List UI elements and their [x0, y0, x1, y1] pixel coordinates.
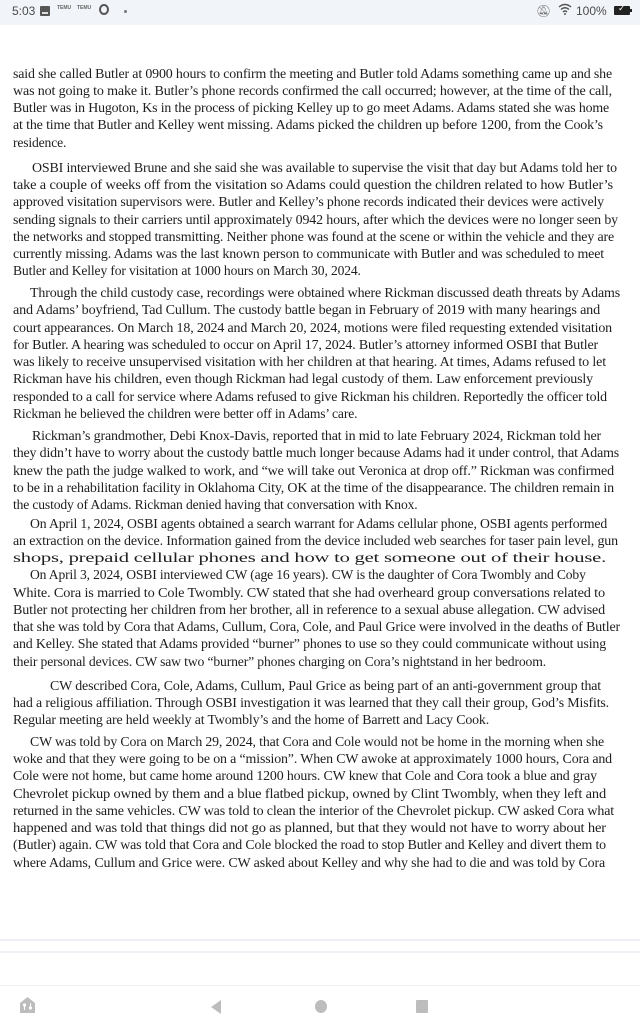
document-text-line: had a religious affiliation. Through OSBI investigation it was learned that they call their group, God’s Misfits. — [13, 695, 610, 710]
document-text-line: shops, prepaid cellular phones and how to get someone out of their house. — [13, 550, 607, 565]
document-text-line: OSBI interviewed Brune and she said she was available to supervise the visit that day but Adams told her to — [32, 160, 618, 175]
document-text-line: woke and that they were going to be on a “mission”. When CW awoke at approximately 1000 hours, Cora and — [13, 751, 612, 766]
document-text-line: knew the path the judge walked to work, and “we will take out Veronica at drop off.” Rickman was confirmed — [13, 463, 614, 478]
app-shortcut-icon[interactable] — [20, 997, 35, 1013]
document-text-line: Chevrolet pickup owned by them and a blue flatbed pickup, owned by Clint Twombly, when they left and — [13, 786, 607, 801]
document-text-line: Regular meeting are held weekly at Twombly’s and the home of Barrett and Lacy Cook. — [13, 712, 490, 727]
document-text-line: Butler was in Hugoton, Ks in the process of picking Kelley up to go meet Adams. Adams stated she was home — [13, 100, 610, 115]
document-text-line: happened and was told that things did not go as planned, but that they would not have to worry about her — [13, 820, 606, 835]
document-text-line: currently missing. Adams was the last known person to communicate with Butler and was scheduled to meet — [13, 246, 604, 261]
temu-icon — [57, 6, 71, 11]
recents-button[interactable] — [416, 1000, 428, 1013]
document-text-line: Cole were not home, but came home around 1200 hours. CW knew that Cole and Cora took a blue and gray — [13, 768, 597, 783]
document-text-line: was not going to make it. Butler’s phone records confirmed the call occurred; however, at the time of the call, — [13, 83, 612, 98]
dot-icon — [124, 10, 127, 13]
document-text-line: approved visitation supervisors were. Butler and Kelley’s phone records indicated their devices were actively — [13, 194, 604, 209]
document-text-line: CW described Cora, Cole, Adams, Cullum, Paul Grice as being part of an anti-government group that — [50, 678, 602, 693]
temu-label: TEMU — [57, 5, 72, 11]
clock: 5:03 — [12, 4, 36, 18]
document-text-line: the networks and stopped transmitting. Neither phone was found at the scene or within the vehicle and they are — [13, 229, 614, 244]
document-text-line: Through the child custody case, recordings were obtained where Rickman discussed death threats by Adams — [30, 285, 621, 300]
document-text-line: said she called Butler at 0900 hours to confirm the meeting and Butler told Adams something came up and she — [13, 66, 612, 81]
document-text-line: responded to a call for service where Adams refused to give Rickman his children. Reportedly the officer told — [13, 389, 607, 404]
document-text-line: court appearances. On March 18, 2024 and March 20, 2024, motions were filed requesting extended visitation — [13, 320, 613, 335]
home-button[interactable] — [315, 1000, 327, 1013]
document-text-line: residence. — [13, 135, 67, 150]
document-text-line: Rickman he believed the children were better off in Adams’ care. — [13, 406, 358, 421]
document-text-line: an extraction on the device. Information gained from the device included web searches for taser pain level, gun — [13, 533, 618, 548]
notifications-muted-icon: 🔕︎ — [536, 4, 552, 18]
document-text-line: where Adams, Cullum and Grice were. CW asked about Kelley and why she had to die and was told by Cora — [13, 855, 605, 870]
top-divider — [0, 22, 640, 25]
document-text-line: to be in a rehabilitation facility in Oklahoma City, OK at the time of the disappearance. The children remain in — [13, 480, 614, 495]
document-text-line: their personal devices. CW saw two “burner” phones charging on Cora’s nightstand in her bedroom. — [13, 654, 546, 669]
temu-label: TEMU — [77, 5, 92, 11]
document-text-line: White. Cora is married to Cole Twombly. CW stated that she had overheard group conversations related to — [13, 585, 605, 600]
document-text-line: On April 1, 2024, OSBI agents obtained a search warrant for Adams cellular phone, OSBI agents performed — [30, 516, 608, 531]
document-text-line: was likely to receive unsupervised visitation with her children at that hearing. At times, Adams refused to let — [13, 354, 607, 369]
navigation-bar — [0, 985, 640, 1025]
document-text-line: (Butler) again. CW was told that Cora and Cole blocked the road to stop Butler and Kelley and divert them to — [13, 837, 606, 852]
document-text-line: CW was told by Cora on March 29, 2024, that Cora and Cole would not be home in the morning when she — [30, 734, 604, 749]
document-text-line: Rickman’s grandmother, Debi Knox-Davis, reported that in mid to late February 2024, Rickman told her — [32, 428, 601, 443]
document-text-line: that she was told by Cora that Adams, Cullum, Cora, Cole, and Paul Grice were involved in the deaths of Butler — [13, 619, 621, 634]
document-text-line: sending signals to their carriers until approximately 0942 hours, after which the devices were no longer seen by — [13, 212, 618, 227]
page-divider — [0, 951, 640, 953]
battery-percent: 100% — [576, 4, 607, 18]
page-divider — [0, 939, 640, 941]
document-text-line: they didn’t have to worry about the custody battle much longer because Adams had it under control, that Adams — [13, 445, 620, 460]
battery-charging-icon: ✓ — [614, 6, 630, 15]
document-text-line: returned in the same vehicles. CW was told to clean the interior of the Chevrolet pickup. CW asked Cora what — [13, 803, 615, 818]
document-text-line: Rickman have his children, even though Rickman had legal custody of them. Law enforcement previously — [13, 371, 594, 386]
ring-icon — [99, 4, 109, 15]
document-text-line: at the time that Butler and Kelley went missing. Adams picked the children up before 1200, from the Cook’s — [13, 117, 603, 132]
temu-icon — [77, 6, 91, 11]
gallery-icon — [40, 6, 50, 16]
document-text-line: Butler and Kelley for visitation at 1000 hours on March 30, 2024. — [13, 263, 361, 278]
document-text-line: take a couple of weeks off from the visitation so Adams could question the children related to how Butler’s — [13, 177, 613, 192]
wifi-icon — [558, 3, 572, 15]
document-text-line: and Adams’ boyfriend, Tad Cullum. The custody battle began in February of 2019 with many hearings and — [13, 302, 601, 317]
status-bar — [0, 0, 640, 22]
back-button[interactable] — [211, 1000, 221, 1014]
document-text-line: Butler not protecting her children from her brother, all in reference to a sexual abuse allegation. CW advised — [13, 602, 605, 617]
document-text-line: and Kelley. She stated that Adams provided “burner” phones to use so they could communicate without using — [13, 636, 606, 651]
document-text-line: the custody of Adams. Rickman denied having that conversation with Knox. — [13, 497, 418, 512]
document-text-line: for Butler. A hearing was scheduled to occur on April 17, 2024. Butler’s attorney informed OSBI that Butler — [13, 337, 599, 352]
document-text-line: On April 3, 2024, OSBI interviewed CW (age 16 years). CW is the daughter of Cora Twombly and Coby — [30, 567, 586, 582]
